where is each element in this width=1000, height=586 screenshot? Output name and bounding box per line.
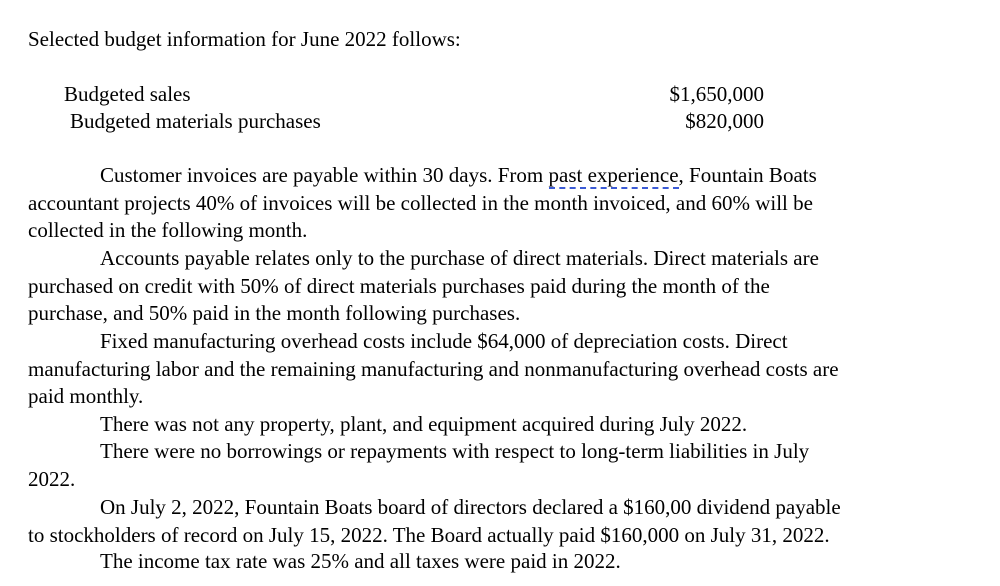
text-line: manufacturing labor and the remaining manufacturing and nonmanufacturing overhead costs are xyxy=(28,356,839,381)
heading: Selected budget information for June 2022 follows: xyxy=(28,27,461,51)
text-line: accountant projects 40% of invoices will be collected in the month invoiced, and 60% will be xyxy=(28,190,813,215)
text-line: Fixed manufacturing overhead costs include $64,000 of depreciation costs. Direct xyxy=(100,329,788,353)
text-line: paid monthly. xyxy=(28,384,144,408)
text-line: There were no borrowings or repayments with respect to long-term liabilities in July xyxy=(100,439,810,463)
text-line: to stockholders of record on July 15, 2022. The Board actually paid $160,000 on July 31, 2022. xyxy=(28,522,830,547)
budget-value: $820,000 xyxy=(685,109,764,133)
text-line: Accounts payable relates only to the purchase of direct materials. Direct materials are xyxy=(100,246,819,270)
text-line: purchase, and 50% paid in the month following purchases. xyxy=(28,301,521,325)
budget-value: $1,650,000 xyxy=(669,82,764,106)
paragraph-overhead xyxy=(28,328,968,411)
text-line: There was not any property, plant, and equipment acquired during July 2022. xyxy=(100,412,748,436)
paragraph-borrowings xyxy=(28,438,968,493)
text-line: purchased on credit with 50% of direct materials purchases paid during the month of the xyxy=(28,273,770,298)
text-line: On July 2, 2022, Fountain Boats board of directors declared a $160,00 dividend payable xyxy=(100,495,841,519)
budget-label: Budgeted materials purchases xyxy=(70,109,321,133)
text-line: collected in the following month. xyxy=(28,218,308,242)
budget-label: Budgeted sales xyxy=(64,82,191,106)
paragraph-dividend xyxy=(28,494,968,549)
paragraph-accounts-payable xyxy=(28,245,968,328)
text-line: Customer invoices are payable within 30 days. From past experience, Fountain Boats xyxy=(100,163,817,187)
text-line: 2022. xyxy=(28,466,76,491)
spellcheck-underline[interactable]: past experience xyxy=(548,163,679,187)
paragraph-tax xyxy=(28,548,968,576)
paragraph-ppe xyxy=(28,411,968,439)
budget-row-sales xyxy=(0,81,1000,109)
paragraph-collections xyxy=(28,162,968,245)
budget-row-materials xyxy=(0,108,1000,136)
text-line: The income tax rate was 25% and all taxes were paid in 2022. xyxy=(100,549,621,573)
